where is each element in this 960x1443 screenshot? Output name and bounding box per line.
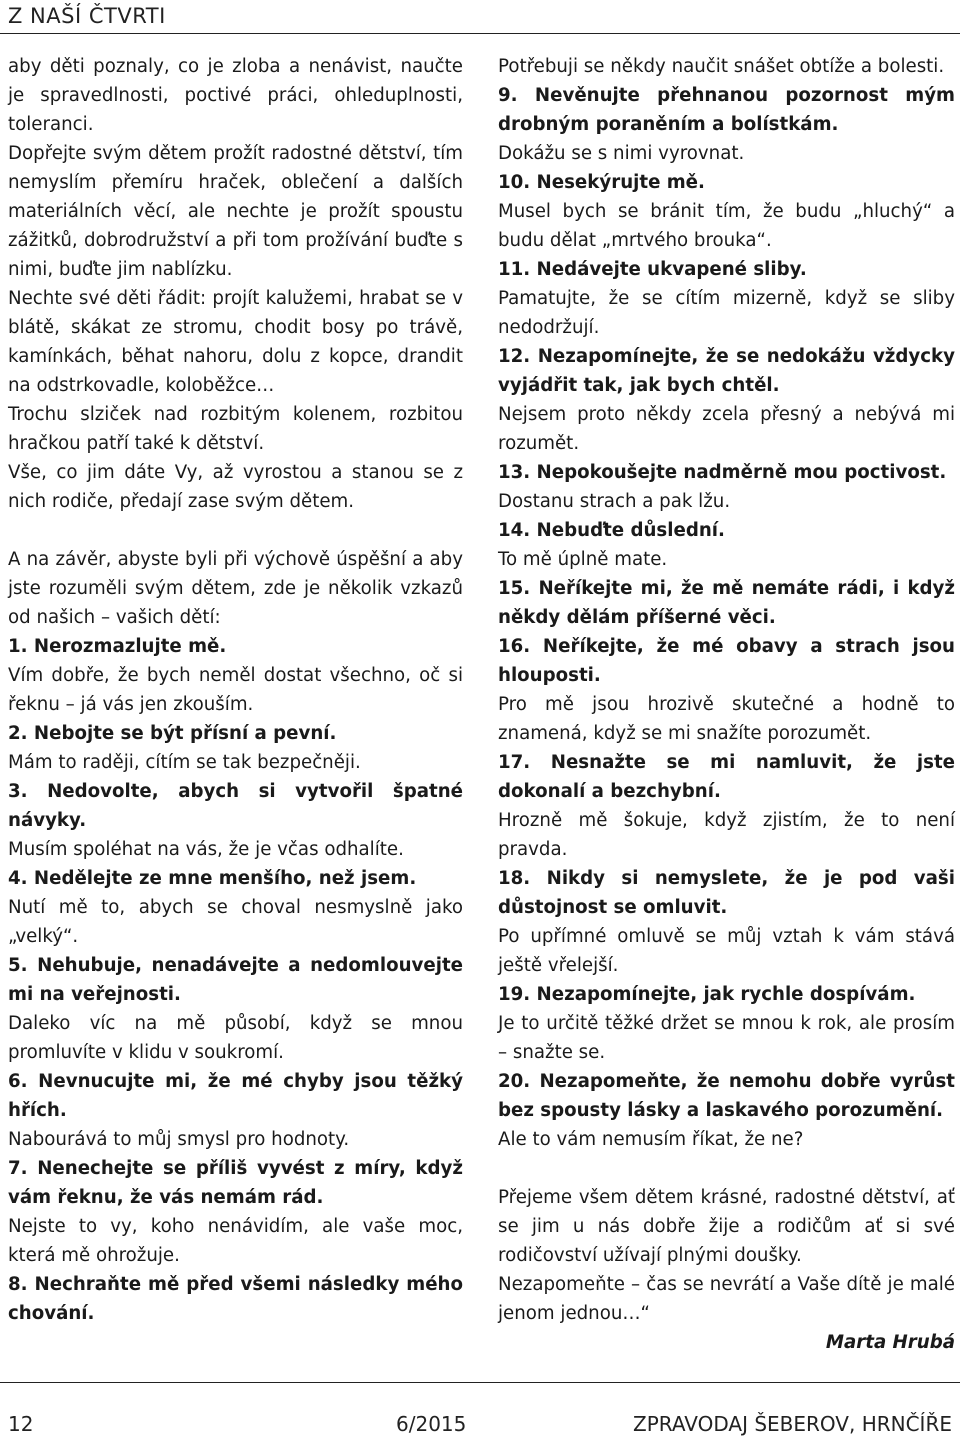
message-text: Pro mě jsou hrozivě skutečné a hodně to znamená, když se mi snažíte porozumět. (498, 694, 955, 744)
message-text: Nejsem proto někdy zcela přesný a nebývá mi rozumět. (498, 404, 955, 454)
message-text: Nabourává to můj smysl pro hodnoty. (8, 1129, 350, 1150)
paragraph: Vše, co jim dáte Vy, až vyrostou a stanou se z nich rodiče, předají zase svým dětem. (8, 462, 463, 512)
footer-divider (0, 1382, 960, 1383)
publication-name: ZPRAVODAJ ŠEBEROV, HRNČÍŘE (633, 1412, 952, 1436)
page-number: 12 (8, 1412, 34, 1436)
message-title: 17. Nesnažte se mi namluvit, že jste dokonalí a bezchybní. (498, 752, 955, 802)
message-title: 20. Nezapomeňte, že nemohu dobře vyrůst bez spousty lásky a laskavého porozumění. (498, 1071, 955, 1121)
message-title: 9. Nevěnujte přehnanou pozornost mým drobným poraněním a bolístkám. (498, 85, 955, 135)
author-signature: Marta Hrubá (825, 1332, 955, 1353)
message-text: Mám to raději, cítím se tak bezpečněji. (8, 752, 361, 773)
message-text: Dostanu strach a pak lžu. (498, 491, 731, 512)
message-text: Nejste to vy, koho nenávidím, ale vaše moc, která mě ohrožuje. (8, 1216, 463, 1266)
message-text: Je to určitě těžké držet se mnou k rok, ale prosím – snažte se. (498, 1013, 955, 1063)
issue-number: 6/2015 (396, 1412, 467, 1436)
message-text: Dokážu se s nimi vyrovnat. (498, 143, 745, 164)
message-title: 5. Nehubuje, nenadávejte a nedomlouvejte mi na veřejnosti. (8, 955, 463, 1005)
message-title: 10. Nesekýrujte mě. (498, 172, 705, 193)
spacer (498, 1154, 955, 1183)
closing-paragraph: Nezapomeňte – čas se nevrátí a Vaše dítě je malé jenom jednou…“ (498, 1274, 955, 1324)
section-title: Z NAŠÍ ČTVRTI (8, 4, 166, 28)
message-title: 1. Nerozmazlujte mě. (8, 636, 227, 657)
message-text: Hrozně mě šokuje, když zjistím, že to není pravda. (498, 810, 955, 860)
message-title: 18. Nikdy si nemyslete, že je pod vaši důstojnost se omluvit. (498, 868, 955, 918)
message-title: 3. Nedovolte, abych si vytvořil špatné návyky. (8, 781, 463, 831)
paragraph: Trochu slziček nad rozbitým kolenem, rozbitou hračkou patří také k dětství. (8, 404, 463, 454)
message-text: Ale to vám nemusím říkat, že ne? (498, 1129, 804, 1150)
message-text: Pamatujte, že se cítím mizerně, když se sliby nedodržují. (498, 288, 955, 338)
message-title: 8. Nechraňte mě před všemi následky mého chování. (8, 1274, 463, 1324)
header-divider (0, 33, 960, 34)
message-title: 4. Nedělejte ze mne menšího, než jsem. (8, 868, 417, 889)
lead-in-paragraph: A na závěr, abyste byli při výchově úspěšní a aby jste rozuměli svým dětem, zde je několik vzkazů od našich – vašich dětí: (8, 549, 463, 628)
closing-paragraph: Přejeme všem dětem krásné, radostné dětství, ať se jim u nás dobře žije a rodičům ať si své rodičovství užívají plnými doušky. (498, 1187, 955, 1266)
message-title: 6. Nevnucujte mi, že mé chyby jsou těžký hřích. (8, 1071, 463, 1121)
paragraph: Nechte své děti řádit: projít kalužemi, hrabat se v blátě, skákat ze stromu, chodit bosy po trávě, kamínkách, běhat nahoru, dolu z kopce, drandit na odstrkovadle, koloběžce… (8, 288, 463, 396)
right-column (498, 52, 955, 1357)
message-title: 16. Neříkejte, že mé obavy a strach jsou hlouposti. (498, 636, 955, 686)
message-title: 7. Nenechejte se příliš vyvést z míry, když vám řeknu, že vás nemám rád. (8, 1158, 463, 1208)
message-text: Vím dobře, že bych neměl dostat všechno, oč si řeknu – já vás jen zkouším. (8, 665, 463, 715)
message-title: 14. Nebuďte důslední. (498, 520, 725, 541)
message-title: 19. Nezapomínejte, jak rychle dospívám. (498, 984, 916, 1005)
message-text: Nutí mě to, abych se choval nesmyslně jako „velký“. (8, 897, 463, 947)
paragraph: Dopřejte svým dětem prožít radostné dětství, tím nemyslím přemíru hraček, oblečení a dalších materiálních věcí, ale nechte je prožít spoustu zážitků, dobrodružství a při tom prožívání buďte s nimi, buďte jim nablízku. (8, 143, 463, 280)
message-title: 15. Neříkejte mi, že mě nemáte rádi, i když někdy dělám příšerné věci. (498, 578, 955, 628)
message-title: 12. Nezapomínejte, že se nedokážu vždycky vyjádřit tak, jak bych chtěl. (498, 346, 955, 396)
message-text: Musím spoléhat na vás, že je včas odhalíte. (8, 839, 404, 860)
message-text: Po upřímné omluvě se můj vztah k vám stává ještě vřelejší. (498, 926, 955, 976)
spacer (8, 516, 463, 545)
message-title: 11. Nedávejte ukvapené sliby. (498, 259, 807, 280)
message-text: To mě úplně mate. (498, 549, 668, 570)
message-text: Musel bych se bránit tím, že budu „hluchý“ a budu dělat „mrtvého brouka“. (498, 201, 955, 251)
continuation-text: Potřebuji se někdy naučit snášet obtíže a bolesti. (498, 56, 945, 77)
message-title: 13. Nepokoušejte nadměrně mou poctivost. (498, 462, 947, 483)
message-text: Daleko víc na mě působí, když se mnou promluvíte v klidu v soukromí. (8, 1013, 463, 1063)
paragraph: aby děti poznaly, co je zloba a nenávist, naučte je spravedlnosti, poctivé práci, ohleduplnosti, toleranci. (8, 56, 463, 135)
message-title: 2. Nebojte se být přísní a pevní. (8, 723, 337, 744)
left-column (8, 52, 463, 1328)
